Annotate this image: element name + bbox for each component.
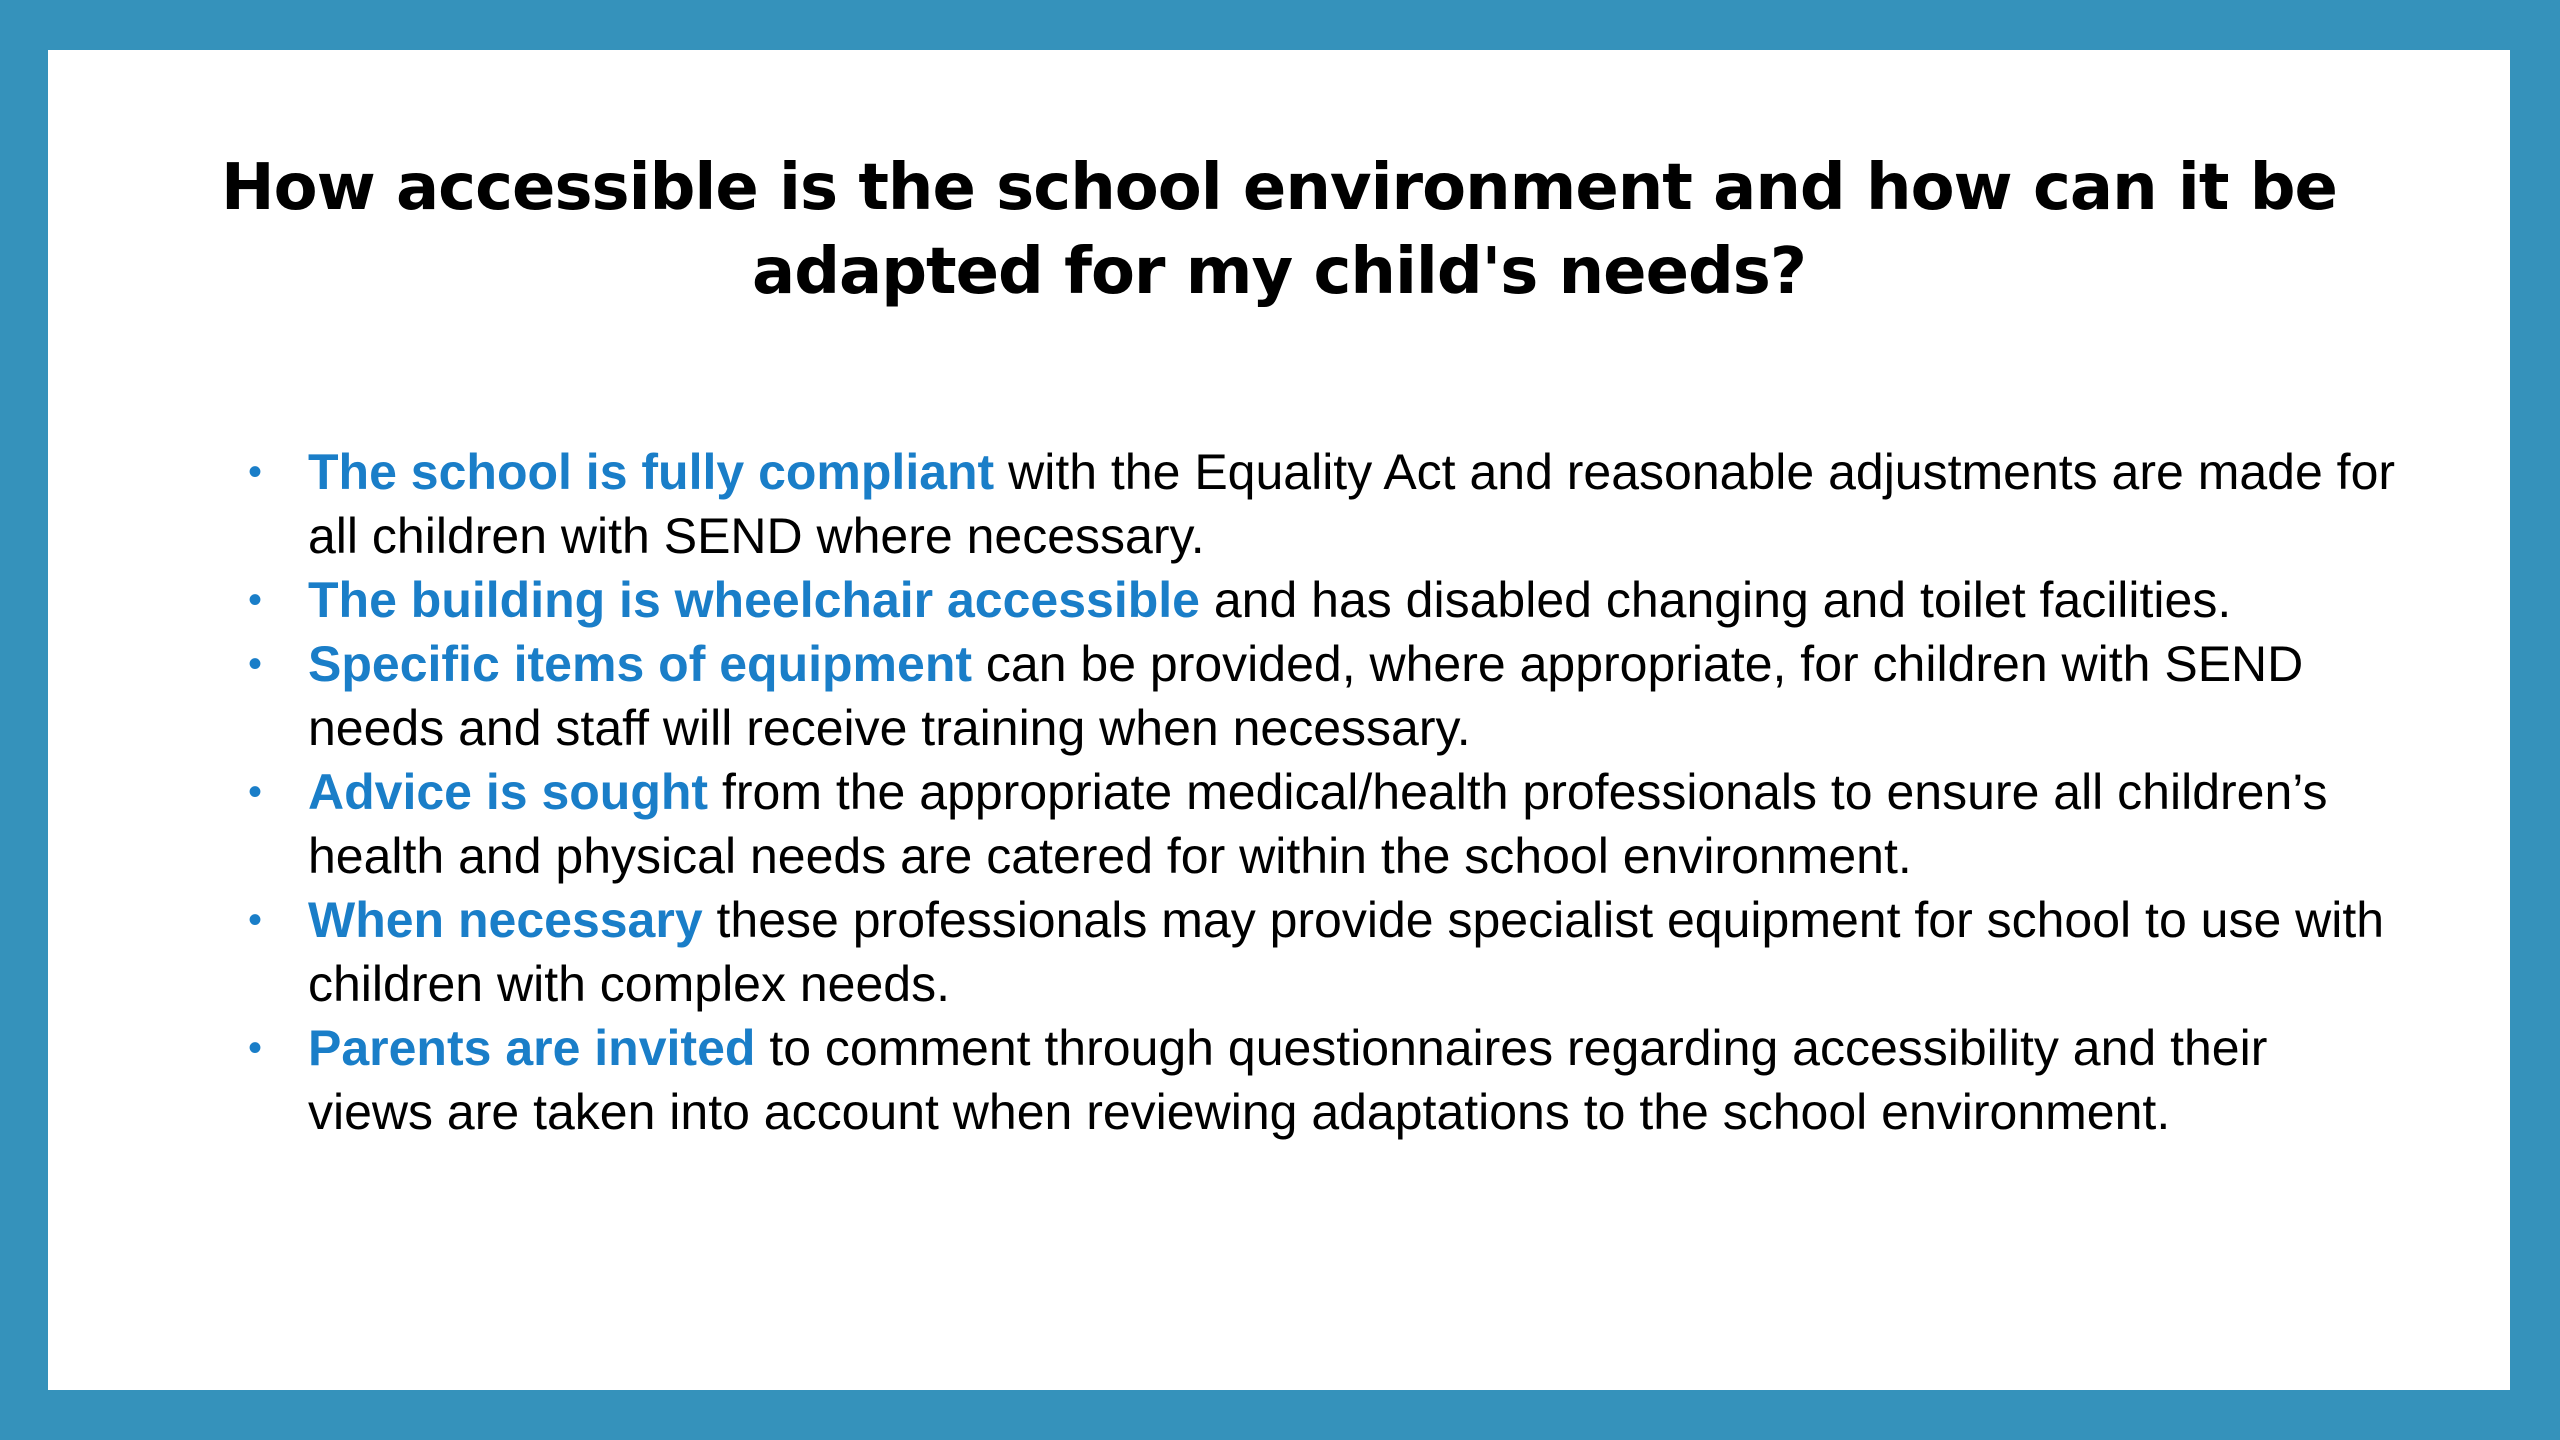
- bullet-lead-text: Advice is sought: [308, 764, 709, 820]
- bullet-body-text: to comment through questionnaires regarding accessibility and their views are taken into account when reviewing adaptations to the school environment.: [308, 1020, 2268, 1140]
- bullet-item: [248, 440, 2398, 568]
- bullet-body-text: these professionals may provide specialist equipment for school to use with children with complex needs.: [308, 892, 2385, 1012]
- bullet-dot-icon: •: [248, 898, 263, 942]
- bullet-lead-text: The school is fully compliant: [308, 444, 995, 500]
- bullet-dot-icon: •: [248, 770, 263, 814]
- bullet-item: [248, 760, 2398, 888]
- slide-title-line-2: adapted for my child's needs?: [752, 235, 1806, 309]
- slide: [48, 50, 2510, 1390]
- bullet-item: [248, 888, 2398, 1016]
- bullet-body-text: from the appropriate medical/health professionals to ensure all children’s health and physical needs are catered for within the school environment.: [308, 764, 2328, 884]
- bullet-list: [248, 440, 2398, 1144]
- bullet-item: [248, 1016, 2398, 1144]
- bullet-body-text: and has disabled changing and toilet facilities.: [1199, 572, 2232, 628]
- bullet-lead-text: The building is wheelchair accessible: [308, 572, 1200, 628]
- bullet-lead-text: When necessary: [308, 892, 703, 948]
- bullet-dot-icon: •: [248, 642, 263, 686]
- bullet-dot-icon: •: [248, 1026, 263, 1070]
- bullet-item: [248, 568, 2398, 632]
- bullet-body-text: can be provided, where appropriate, for children with SEND needs and staff will receive training when necessary.: [308, 636, 2304, 756]
- slide-title-line-1: How accessible is the school environment and how can it be: [221, 151, 2337, 225]
- bullet-body-text: with the Equality Act and reasonable adjustments are made for all children with SEND where necessary.: [308, 444, 2396, 564]
- slide-title: [48, 146, 2510, 314]
- bullet-dot-icon: •: [248, 450, 263, 494]
- bullet-lead-text: Specific items of equipment: [308, 636, 973, 692]
- bullet-dot-icon: •: [248, 578, 263, 622]
- bullet-item: [248, 632, 2398, 760]
- bullet-lead-text: Parents are invited: [308, 1020, 756, 1076]
